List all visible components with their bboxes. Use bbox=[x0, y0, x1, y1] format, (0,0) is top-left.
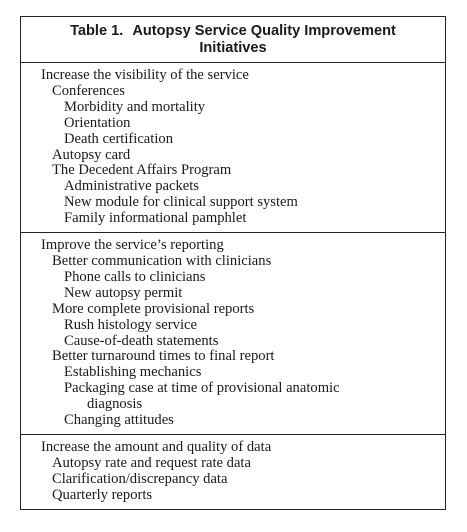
section-reporting bbox=[21, 238, 445, 435]
list-item: Administrative packets bbox=[64, 178, 199, 195]
list-item: Establishing mechanics bbox=[64, 364, 202, 381]
list-item: Morbidity and mortality bbox=[64, 98, 206, 115]
list-item: Autopsy card bbox=[52, 146, 131, 163]
list-item: Death certification bbox=[64, 130, 173, 147]
caption-line-1 bbox=[21, 23, 445, 40]
section-heading: Increase the amount and quality of data bbox=[41, 438, 272, 455]
table-1 bbox=[20, 16, 446, 510]
list-item: Phone calls to clinicians bbox=[64, 268, 206, 285]
list-item: Conferences bbox=[52, 82, 125, 99]
section-heading: Increase the visibility of the service bbox=[41, 67, 249, 83]
list-item: Cause-of-death statements bbox=[64, 332, 219, 349]
table-number: Table 1. bbox=[70, 23, 124, 39]
section-heading: Improve the service’s reporting bbox=[41, 237, 224, 254]
list-item: Better communication with clinicians bbox=[52, 252, 272, 269]
list-item: Better turnaround times to final report bbox=[52, 348, 275, 365]
list-item: Orientation bbox=[64, 114, 131, 131]
list-item: Quarterly reports bbox=[52, 486, 153, 503]
list-item: The Decedent Affairs Program bbox=[52, 162, 232, 179]
table-title-line-2: Initiatives bbox=[199, 40, 267, 56]
list-item-continuation: diagnosis bbox=[87, 396, 143, 413]
list-item: Packaging case at time of provisional anatomic bbox=[64, 380, 340, 397]
list-item: New module for clinical support system bbox=[64, 194, 298, 211]
list-item: Family informational pamphlet bbox=[64, 210, 247, 227]
section-visibility bbox=[21, 68, 445, 233]
list-item: Changing attitudes bbox=[64, 412, 174, 429]
table-title-line-1: Autopsy Service Quality Improvement bbox=[132, 23, 396, 39]
list-item: Autopsy rate and request rate data bbox=[52, 454, 251, 471]
list-item: Clarification/discrepancy data bbox=[52, 470, 228, 487]
table-body bbox=[21, 63, 445, 509]
list-item: New autopsy permit bbox=[64, 284, 183, 301]
table-caption bbox=[21, 17, 445, 63]
list-item: Rush histology service bbox=[64, 316, 197, 333]
list-item: More complete provisional reports bbox=[52, 300, 255, 317]
section-data bbox=[21, 440, 445, 509]
